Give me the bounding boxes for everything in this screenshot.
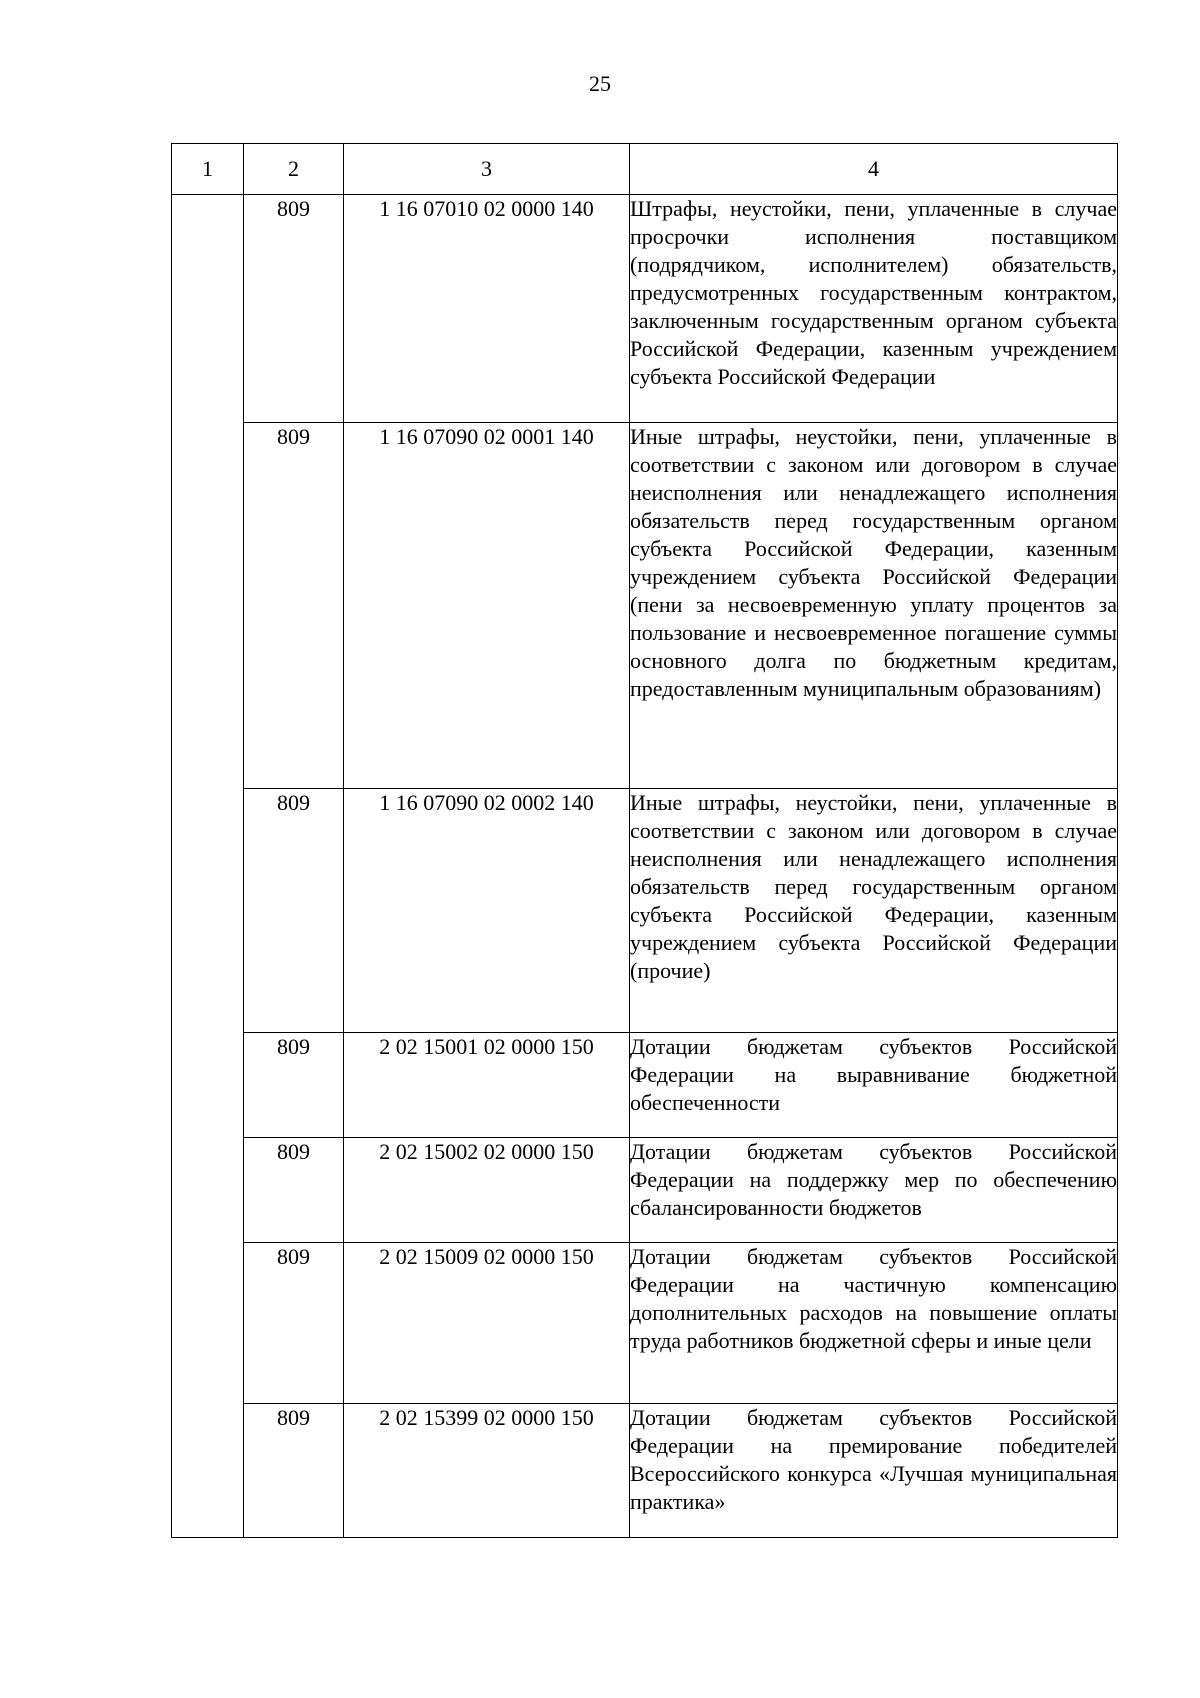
description-cell: Иные штрафы, неустойки, пени, уплаченные в соответствии с законом или договором в случае неисполнения или ненадлежащего исполнения обязательств перед государственным органом субъекта Российской Федерации, казенным учреждением субъекта Российской Федерации (пени за несвоевременную уплату процентов за пользование и несвоевременное погашение суммы основного долга по бюджетным кредитам, предоставленным муниципальным образованиям) (630, 423, 1118, 789)
table-row (172, 1404, 1118, 1538)
column-1-cell (172, 195, 244, 1538)
column-header: 4 (630, 144, 1118, 195)
page-number: 25 (589, 71, 611, 96)
admin-code-cell: 809 (244, 195, 344, 423)
budget-code-cell: 2 02 15399 02 0000 150 (344, 1404, 630, 1538)
table-row (172, 195, 1118, 423)
budget-code-cell: 1 16 07010 02 0000 140 (344, 195, 630, 423)
table-row (172, 1243, 1118, 1404)
admin-code-cell: 809 (244, 423, 344, 789)
description-cell: Дотации бюджетам субъектов Российской Федерации на частичную компенсацию дополнительных расходов на повышение оплаты труда работников бюджетной сферы и иные цели (630, 1243, 1118, 1404)
budget-code-cell: 1 16 07090 02 0001 140 (344, 423, 630, 789)
budget-code-cell: 1 16 07090 02 0002 140 (344, 789, 630, 1033)
admin-code-cell: 809 (244, 1033, 344, 1138)
admin-code-cell: 809 (244, 1138, 344, 1243)
admin-code-cell: 809 (244, 1404, 344, 1538)
column-header: 1 (172, 144, 244, 195)
table-row (172, 423, 1118, 789)
budget-code-cell: 2 02 15009 02 0000 150 (344, 1243, 630, 1404)
description-cell: Дотации бюджетам субъектов Российской Федерации на премирование победителей Всероссийского конкурса «Лучшая муниципальная практика» (630, 1404, 1118, 1538)
admin-code-cell: 809 (244, 1243, 344, 1404)
description-cell: Штрафы, неустойки, пени, уплаченные в случае просрочки исполнения поставщиком (подрядчиком, исполнителем) обязательств, предусмотренных государственным контрактом, заключенным государственным органом субъекта Российской Федерации, казенным учреждением субъекта Российской Федерации (630, 195, 1118, 423)
budget-classification-table (171, 143, 1118, 1538)
column-header: 3 (344, 144, 630, 195)
column-header: 2 (244, 144, 344, 195)
description-cell: Иные штрафы, неустойки, пени, уплаченные в соответствии с законом или договором в случае неисполнения или ненадлежащего исполнения обязательств перед государственным органом субъекта Российской Федерации, казенным учреждением субъекта Российской Федерации (прочие) (630, 789, 1118, 1033)
budget-code-cell: 2 02 15002 02 0000 150 (344, 1138, 630, 1243)
admin-code-cell: 809 (244, 789, 344, 1033)
budget-code-cell: 2 02 15001 02 0000 150 (344, 1033, 630, 1138)
description-cell: Дотации бюджетам субъектов Российской Федерации на выравнивание бюджетной обеспеченности (630, 1033, 1118, 1138)
table-row (172, 1138, 1118, 1243)
description-cell: Дотации бюджетам субъектов Российской Федерации на поддержку мер по обеспечению сбалансированности бюджетов (630, 1138, 1118, 1243)
table-row (172, 1033, 1118, 1138)
table-header-row (172, 144, 1118, 195)
table-row (172, 789, 1118, 1033)
